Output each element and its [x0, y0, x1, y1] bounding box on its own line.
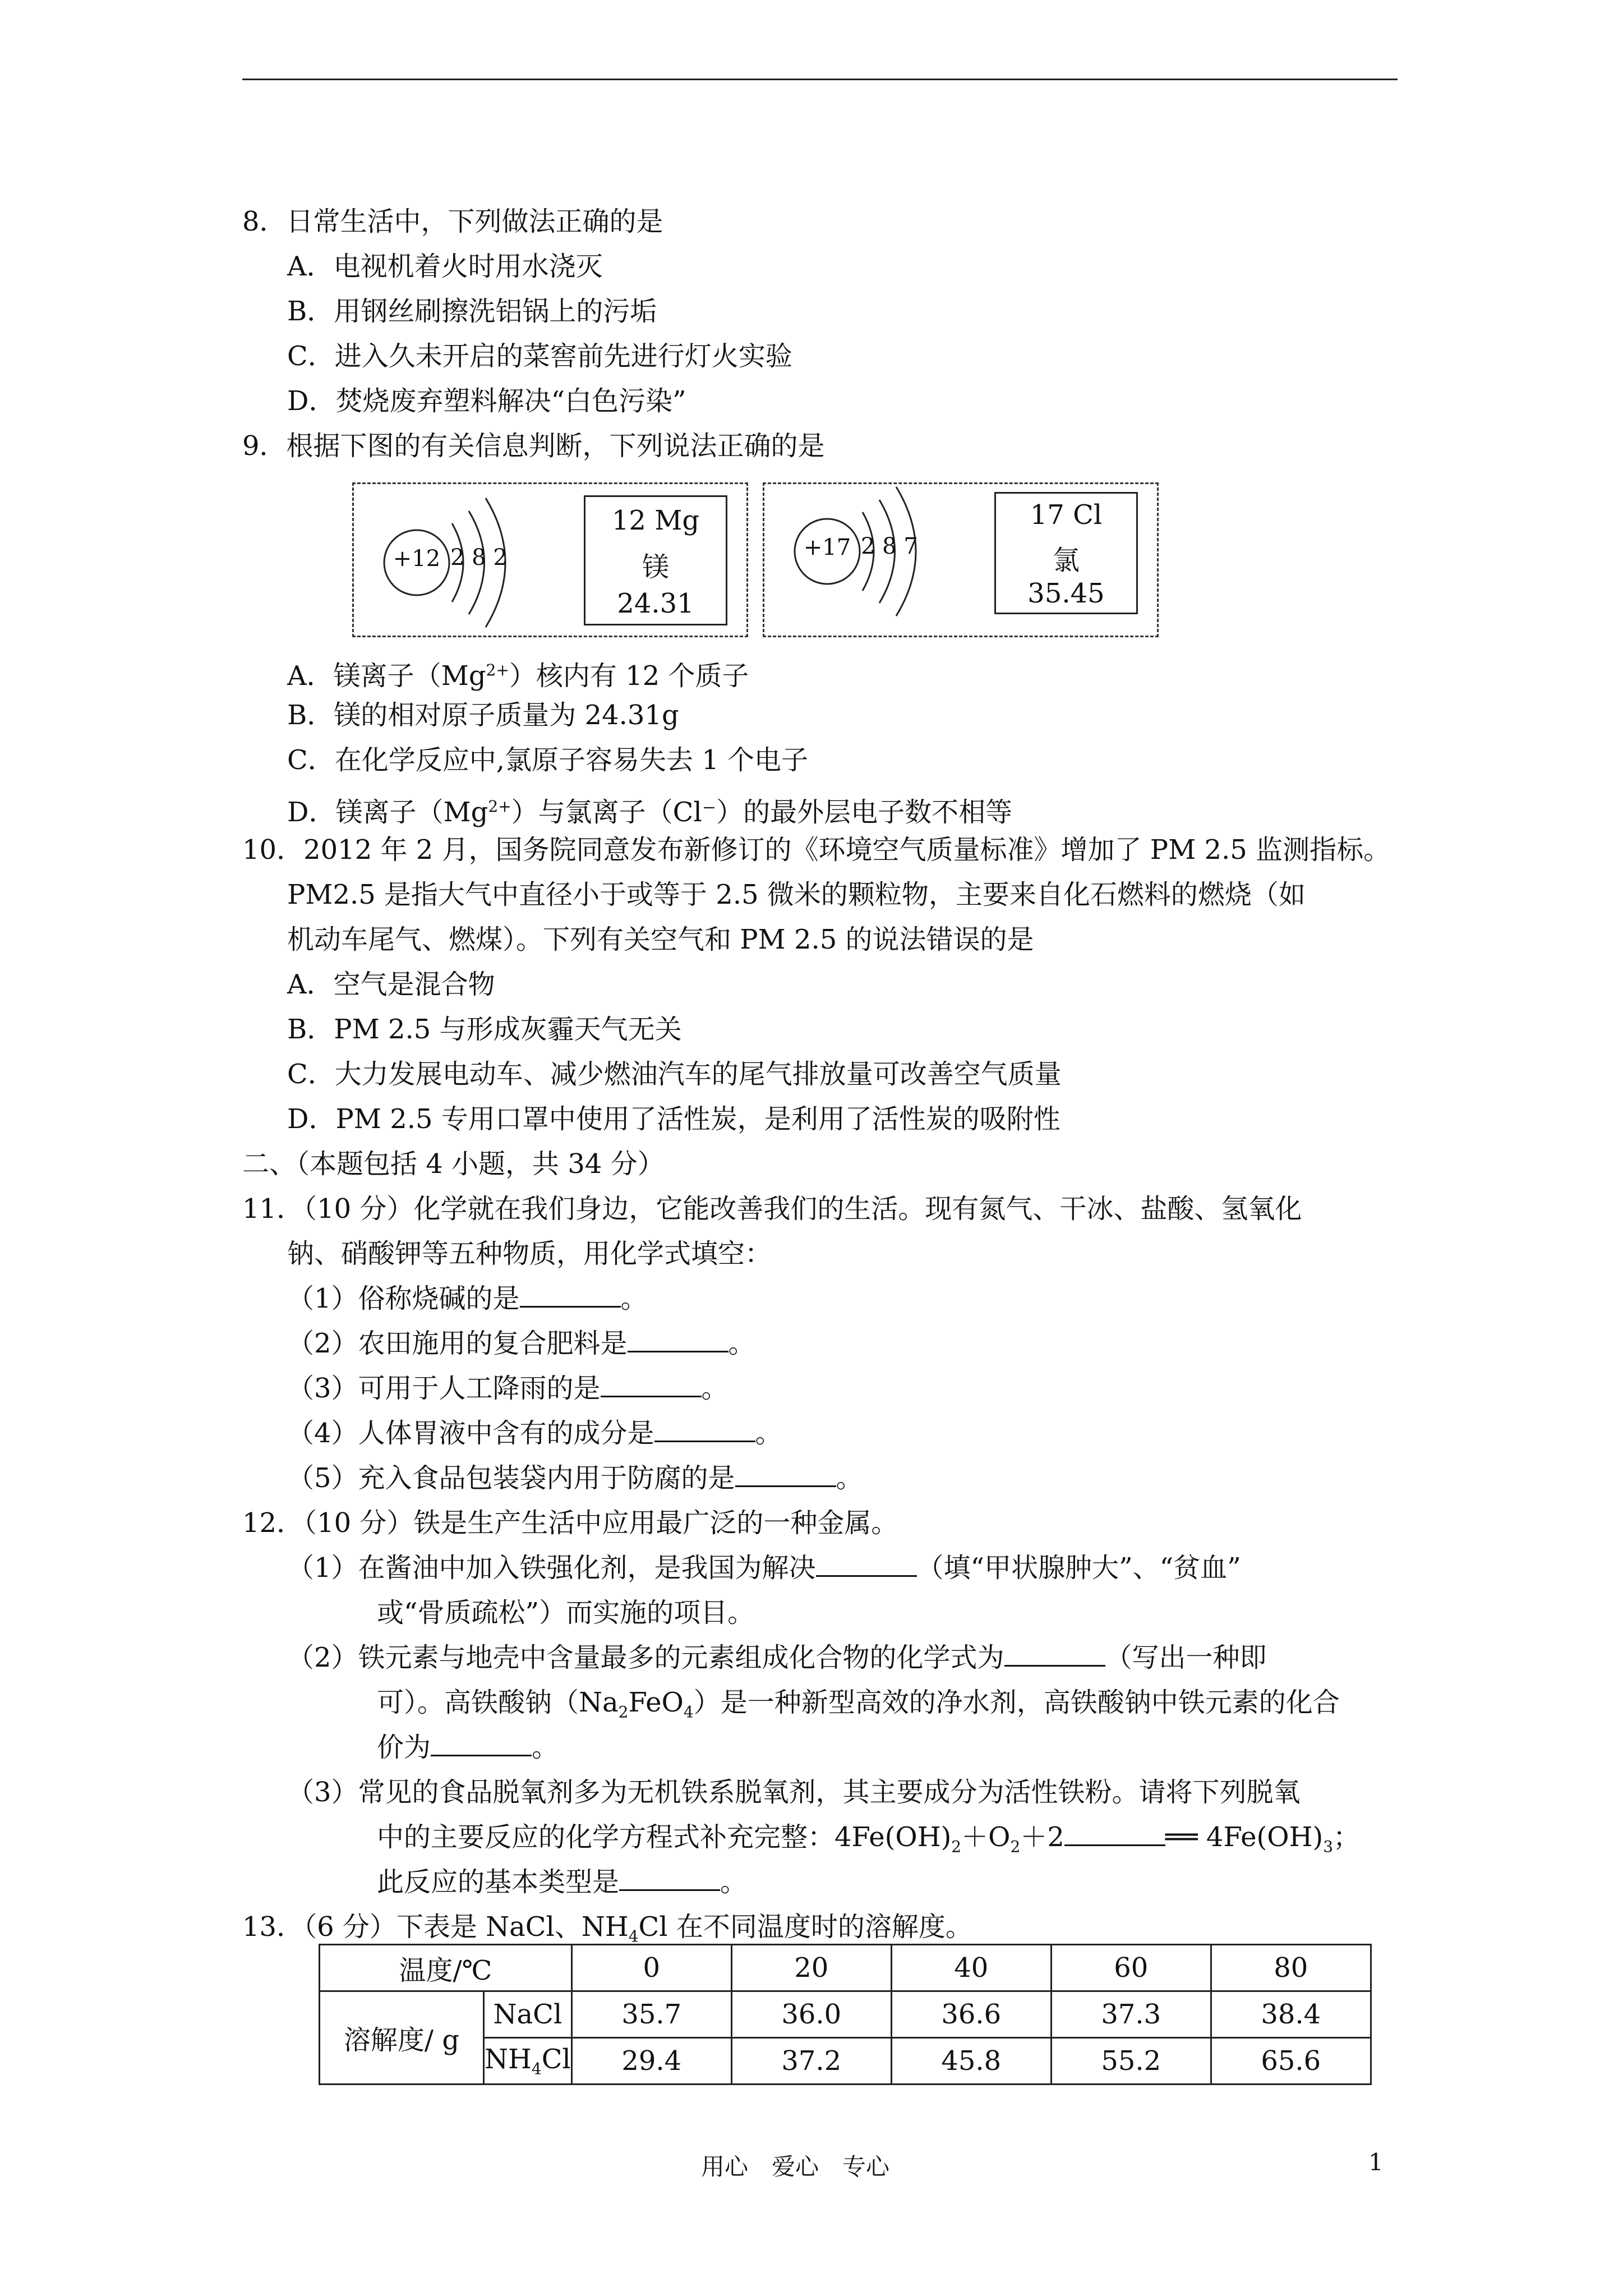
temperature-header: 温度/℃ — [320, 1945, 572, 1991]
answer-blank — [654, 1418, 755, 1442]
table-cell: 45.8 — [891, 2038, 1051, 2085]
question-12-part-3-equation: 中的主要反应的化学方程式补充完整：$4Fe(OH)_2+O_2+2$ ══ $4Fe(OH)_3$； — [377, 1821, 1361, 1856]
table-header-cell: 40 — [891, 1945, 1051, 1991]
magnesium-figure — [352, 482, 748, 637]
question-10-option-a: A．空气是混合物 — [287, 969, 495, 1000]
footer-motto: 用心 爱心 专心 — [701, 2153, 890, 2180]
answer-blank — [601, 1373, 702, 1397]
table-row — [320, 1991, 1371, 2038]
answer-blank — [1004, 1642, 1105, 1667]
question-11-item-1: （1）俗称烧碱的是 。 — [287, 1283, 648, 1314]
table-cell: 36.0 — [731, 1991, 891, 2038]
chlorine-atomic-mass: 35.45 — [1027, 578, 1105, 609]
chlorine-nucleus-label: +17 — [803, 535, 851, 560]
question-8-option-c: C．进入久未开启的菜窖前先进行灯火实验 — [287, 341, 792, 372]
question-12-part-2-line-1: （2）铁元素与地壳中含量最多的元素组成化合物的化学式为 （写出一种即 — [287, 1642, 1267, 1673]
question-12-part-2-line-3: 价为 。 — [377, 1732, 559, 1763]
answer-blank — [628, 1328, 728, 1352]
table-cell: 37.2 — [731, 2038, 891, 2085]
table-cell: 65.6 — [1211, 2038, 1371, 2085]
question-8-option-a: A．电视机着火时用水浇灭 — [287, 251, 603, 282]
question-8-option-d: D．焚烧废弃塑料解决“白色污染” — [287, 385, 686, 417]
question-11-stem-line-2: 钠、硝酸钾等五种物质，用化学式填空： — [287, 1238, 772, 1269]
question-10-option-c: C．大力发展电动车、减少燃油汽车的尾气排放量可改善空气质量 — [287, 1059, 1062, 1090]
question-11-item-4: （4）人体胃液中含有的成分是 。 — [287, 1418, 782, 1449]
table-header-cell: 0 — [571, 1945, 731, 1991]
answer-blank — [816, 1553, 917, 1577]
magnesium-nucleus-label: +12 — [393, 546, 441, 572]
chlorine-number-symbol: 17 Cl — [1030, 499, 1103, 531]
question-9-option-d: D．镁离子$(Mg^{2+})$与氯离子（Cl⁻）的最外层电子数不相等 — [287, 797, 1013, 828]
question-9-option-c: C．在化学反应中,氯原子容易失去 1 个电子 — [287, 744, 809, 776]
question-8-stem: 8．日常生活中，下列做法正确的是 — [242, 206, 663, 237]
question-11-stem-line-1: 11．（10 分）化学就在我们身边，它能改善我们的生活。现有氮气、干冰、盐酸、氢氧化 — [242, 1193, 1302, 1225]
answer-blank — [520, 1283, 621, 1308]
magnesium-atomic-mass: 24.31 — [617, 588, 694, 619]
question-11-item-5: （5）充入食品包装袋内用于防腐的是 。 — [287, 1462, 863, 1494]
question-12-part-1-line-1: （1）在酱油中加入铁强化剂，是我国为解决 （填“甲状腺肿大”、“贫血” — [287, 1552, 1241, 1584]
page-number: 1 — [1368, 2148, 1384, 2176]
table-cell: 35.7 — [571, 1991, 731, 2038]
table-cell: 55.2 — [1051, 2038, 1211, 2085]
chlorine-element-cell — [994, 492, 1138, 614]
solubility-label: 溶解度/ g — [320, 1991, 484, 2085]
chlorine-name: 氯 — [1052, 545, 1080, 576]
table-header-cell: 20 — [731, 1945, 891, 1991]
question-10-stem-line-1: 10．2012 年 2 月，国务院同意发布新修订的《环境空气质量标准》增加了 PM 2.5 监测指标。 — [242, 834, 1391, 866]
magnesium-number-symbol: 12 Mg — [611, 505, 700, 536]
question-9-option-b: B．镁的相对原子质量为 24.31g — [287, 700, 679, 731]
question-12-part-1-line-2: 或“骨质疏松”）而实施的项目。 — [377, 1597, 755, 1628]
question-8-option-b: B．用钢丝刷擦洗铝锅上的污垢 — [287, 296, 657, 327]
question-9-stem: 9．根据下图的有关信息判断，下列说法正确的是 — [242, 430, 825, 462]
table-header-cell: 80 — [1211, 1945, 1371, 1991]
question-11-item-3: （3）可用于人工降雨的是 。 — [287, 1373, 728, 1404]
question-13-stem: 13．（6 分）下表是 NaCl、$NH_4Cl$ 在不同温度时的溶解度。 — [242, 1911, 972, 1946]
question-10-stem-line-2: PM2.5 是指大气中直径小于或等于 2.5 微米的颗粒物，主要来自化石燃料的燃烧（如 — [287, 879, 1306, 910]
table-cell: 38.4 — [1211, 1991, 1371, 2038]
solubility-table — [319, 1944, 1372, 2085]
question-12-part-3-line-1: （3）常见的食品脱氧剂多为无机铁系脱氧剂，其主要成分为活性铁粉。请将下列脱氧 — [287, 1777, 1301, 1808]
chlorine-shell-electrons: 2 8 7 — [861, 533, 918, 559]
answer-blank — [735, 1463, 836, 1487]
question-10-option-d: D．PM 2.5 专用口罩中使用了活性炭，是利用了活性炭的吸附性 — [287, 1103, 1061, 1135]
chlorine-figure — [763, 482, 1159, 637]
magnesium-element-cell — [584, 495, 727, 625]
answer-blank — [619, 1867, 720, 1891]
table-cell: 36.6 — [891, 1991, 1051, 2038]
substance-name: NaCl — [484, 1991, 572, 2038]
table-cell: 29.4 — [571, 2038, 731, 2085]
answer-blank — [1064, 1822, 1165, 1846]
substance-name: $NH_4Cl$ — [484, 2038, 572, 2085]
question-9-option-a: A．镁离子$(Mg^{2+})$核内有 12 个质子 — [287, 660, 749, 692]
section-heading: 二、（本题包括 4 小题，共 34 分） — [242, 1148, 665, 1180]
question-11-item-2: （2）农田施用的复合肥料是 。 — [287, 1328, 755, 1359]
table-header-cell: 60 — [1051, 1945, 1211, 1991]
magnesium-shell-electrons: 2 8 2 — [450, 545, 508, 570]
table-row — [320, 1945, 1371, 1991]
question-12-stem: 12．（10 分）铁是生产生活中应用最广泛的一种金属。 — [242, 1507, 898, 1539]
header-rule — [242, 79, 1398, 80]
table-cell: 37.3 — [1051, 1991, 1211, 2038]
question-10-stem-line-3: 机动车尾气、燃煤）。下列有关空气和 PM 2.5 的说法错误的是 — [287, 924, 1034, 955]
answer-blank — [431, 1732, 532, 1756]
question-12-part-2-line-2: 可）。高铁酸钠$(Na_2FeO_4)$是一种新型高效的净水剂，高铁酸钠中铁元素的化合 — [377, 1687, 1340, 1722]
question-10-option-b: B．PM 2.5 与形成灰霾天气无关 — [287, 1014, 682, 1045]
magnesium-name: 镁 — [642, 551, 669, 583]
question-12-part-3-line-3: 此反应的基本类型是 。 — [377, 1866, 748, 1898]
